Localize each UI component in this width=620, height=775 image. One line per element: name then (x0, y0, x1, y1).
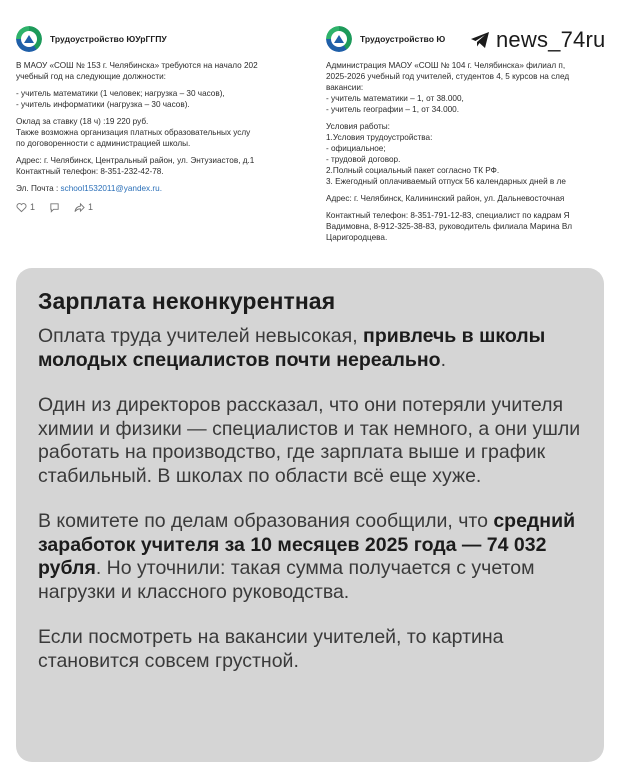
post-paragraph (326, 193, 616, 204)
post-line: - учитель математики – 1, от 38.000, (326, 94, 464, 103)
news-brand (470, 27, 605, 53)
like-count: 1 (30, 202, 36, 212)
post-line: по договоренности с администрацией школы. (16, 139, 191, 148)
share-count: 1 (88, 202, 94, 212)
comment-button[interactable] (49, 202, 60, 213)
post-line: 2.Полный социальный пакет согласно ТК РФ. (326, 166, 500, 175)
channel-name[interactable]: Трудоустройство ЮУрГГПУ (50, 33, 167, 44)
heart-icon (16, 202, 27, 213)
post-line: вакансии: (326, 83, 364, 92)
post-line: Вадимовна, 8-912-325-38-83, руководитель филиала Марина Вл (326, 222, 573, 231)
telegram-plane-icon (470, 31, 490, 49)
post-line: - учитель математики (1 человек; нагрузка – 30 часов), (16, 89, 225, 98)
post-line: 1.Условия трудоустройства: (326, 133, 433, 142)
post-line: Контактный телефон: 8-351-791-12-83, специалист по кадрам Я (326, 211, 570, 220)
university-logo-icon[interactable] (16, 26, 42, 52)
right-post-text (326, 60, 616, 243)
post-line: учебный год на следующие должности: (16, 72, 166, 81)
post-line: - трудовой договор. (326, 155, 401, 164)
card-title: Зарплата неконкурентная (38, 288, 336, 314)
comment-icon (49, 202, 60, 213)
reactions-bar (16, 202, 306, 213)
post-line: Адрес: г. Челябинск, Калининский район, ул. Дальневосточная (326, 194, 565, 203)
paragraph-director: Один из директоров рассказал, что они потеряли учителя химии и физики — специалистов и так немного, а они ушли работать на производство, где зарплата выше и график стабильный. В школах по области всё еще хуже. (38, 394, 581, 487)
post-line: В МАОУ «СОШ № 153 г. Челябинска» требуются на начало 202 (16, 61, 258, 70)
like-reaction[interactable] (16, 202, 35, 213)
university-logo-icon[interactable] (326, 26, 352, 52)
post-line: Оклад за ставку (18 ч) :19 220 руб. (16, 117, 149, 126)
post-line: Условия работы: (326, 122, 390, 131)
post-paragraph (16, 60, 306, 82)
channel-name[interactable]: Трудоустройство Ю (360, 33, 446, 44)
share-button[interactable] (74, 202, 93, 213)
email-line: Эл. Почта : school1532011@yandex.ru. (16, 184, 162, 193)
right-post (326, 26, 616, 249)
post-line: Царигородцева. (326, 233, 388, 242)
paragraph-committee: В комитете по делам образования сообщили, что средний заработок учителя за 10 месяцев 2025 года — 74 032 рубля. Но уточнили: такая сумма получается с учетом нагрузки и классного руководства. (38, 510, 576, 603)
post-line: 3. Ежегодный оплачиваемый отпуск 56 календарных дней в ле (326, 177, 566, 186)
post-line: - учитель информатики (нагрузка – 30 часов). (16, 100, 190, 109)
post-paragraph (16, 116, 306, 149)
post-paragraph (326, 60, 616, 115)
post-line: - учитель географии – 1, от 34.000. (326, 105, 460, 114)
post-line: Контактный телефон: 8-351-232-42-78. (16, 167, 164, 176)
article-card (16, 268, 604, 762)
post-line: Также возможна организация платных образовательных услу (16, 128, 251, 137)
left-post-text (16, 60, 306, 177)
left-post-header (16, 26, 306, 52)
post-line: 2025-2026 учебный год учителей, студентов 4, 5 курсов на след (326, 72, 570, 81)
post-paragraph (326, 121, 616, 187)
paragraph-vacancies: Если посмотреть на вакансии учителей, то картина становится совсем грустной. (38, 626, 504, 672)
left-post (16, 26, 306, 213)
post-paragraph (16, 155, 306, 177)
brand-name: news_74ru (496, 27, 606, 52)
paragraph-pay: Оплата труда учителей невысокая, привлечь в школы молодых специалистов почти нереально. (38, 325, 546, 371)
post-line: Администрация МАОУ «СОШ № 104 г. Челябинска» филиал п, (326, 61, 566, 70)
email-link[interactable]: school1532011@yandex.ru. (60, 184, 162, 193)
post-line: - официальное; (326, 144, 386, 153)
post-paragraph (326, 210, 616, 243)
post-paragraph (16, 88, 306, 110)
post-line: Адрес: г. Челябинск, Центральный район, ул. Энтузиастов, д.1 (16, 156, 255, 165)
share-icon (74, 202, 85, 213)
